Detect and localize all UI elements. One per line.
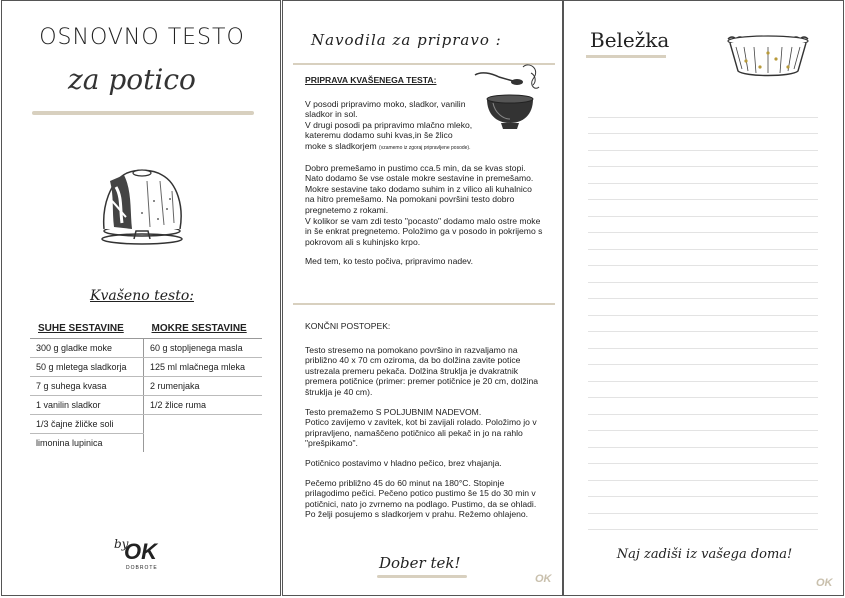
note-line[interactable] [588,151,818,168]
table-cell: 300 g gladke moke [30,339,144,358]
instruction-paragraph: Potico zavijemo v zavitek, kot bi zavijali rolado. Položimo jo v pripravljeno, namaščeno potičnico ali pekač in jo na rahlo "prešpikamo". [305,417,537,449]
instructions-heading: Navodila za pripravo : [311,31,502,49]
section-divider [293,303,555,305]
note-line[interactable] [588,101,818,118]
bundt-cake-icon [92,151,192,256]
table-cell [144,415,262,434]
section-heading: KONČNI POSTOPEK: [305,321,391,331]
closing-greeting: Dober tek! [379,554,461,572]
table-row [30,339,262,358]
note-line[interactable] [588,349,818,366]
table-cell: 125 ml mlačnega mleka [144,358,262,377]
tart-pan-icon [724,31,812,81]
instruction-line: V drugi posodi pa pripravimo mlačno mleko, [305,119,473,130]
table-row [30,396,262,415]
note-line[interactable] [588,184,818,201]
table-cell: 2 rumenjaka [144,377,262,396]
table-cell: 1/3 čajne žličke soli [30,415,144,434]
note-line[interactable] [588,497,818,514]
table-row [30,434,262,453]
recipe-card-panel [1,0,281,596]
note-line[interactable] [588,283,818,300]
note-line[interactable] [588,448,818,465]
note-line[interactable] [588,299,818,316]
instruction-line: kateremu dodamo suhi kvas,in še žlico [305,130,453,141]
table-header-row [30,319,262,339]
instruction-line: moke s sladkorjem [305,140,377,151]
note-line[interactable] [588,200,818,217]
table-cell: 7 g suhega kvasa [30,377,144,396]
note-line[interactable] [588,167,818,184]
closing-message: Naj zadiši iz vašega doma! [616,547,793,562]
instruction-paragraph: Potičnico postavimo v hladno pečico, brez vhajanja. [305,457,502,468]
page-title: OSNOVNO TESTO [39,25,245,50]
note-line[interactable] [588,134,818,151]
brand-logo [114,537,164,577]
note-line[interactable] [588,431,818,448]
table-cell: 60 g stopljenega masla [144,339,262,358]
instruction-paragraph: Med tem, ko testo počiva, pripravimo nadev. [305,256,473,267]
note-line[interactable] [588,365,818,382]
instruction-line: V posodi pripravimo moko, sladkor, vanilin [305,98,466,109]
note-lines[interactable] [588,101,818,530]
note-line[interactable] [588,332,818,349]
logo-subtext: DOBROTE [126,565,158,571]
dough-preparation-section [305,75,543,276]
table-cell: 1/2 žlice ruma [144,396,262,415]
logo-text: OK [124,539,157,564]
note-line[interactable] [588,382,818,399]
table-row [30,358,262,377]
table-row [30,377,262,396]
table-cell: limonina lupinica [30,434,144,453]
note-line[interactable] [588,233,818,250]
notes-title: Beležka [590,28,670,52]
instruction-paragraph: Mokre sestavine tako dodamo suhim in z vilico ali kuhalnico na hitro premešamo. Na pomokani površini testo dobro pregnetemo z rokami. [305,183,532,215]
column-header: MOKRE SESTAVINE [144,319,262,339]
table-cell [144,434,262,453]
instruction-line: sladkor in sol. [305,109,358,120]
note-line[interactable] [588,118,818,135]
instruction-paragraph: Pečemo približno 45 do 60 minut na 180°C. Stopinje prilagodimo pečici. Pečeno potico pustimo še 15 do 30 min v potičnici, nato jo zvrnemo na podlago. Pustimo, da se ohladi. Po želji posujemo s sladkorjem v prahu. Režemo ohlajeno. [305,477,537,520]
instruction-note: (vzamemo iz zgoraj pripravljene posode). [379,144,471,151]
brand-logo-small: OK [816,577,833,589]
note-line[interactable] [588,514,818,531]
final-procedure-section [305,321,543,529]
greeting-underline [377,575,467,578]
note-line[interactable] [588,217,818,234]
section-title: Kvašeno testo: [90,288,194,304]
instruction-paragraph: Testo premažemo S POLJUBNIM NADEVOM. [305,406,482,417]
instruction-paragraph: V kolikor se vam zdi testo "pocasto" dodamo malo ostre moke in še enkrat pregnetemo. Položimo ga v posodo in pokrijemo s pokrovom ali s kuhinjsko krpo. [305,215,543,247]
brand-logo-small: OK [535,573,552,585]
instruction-paragraph: Testo stresemo na pomokano površino in razvaljamo na približno 40 x 70 cm oziroma, da bo dolžina zavite potice ustrezala premeru pekača. Dolžina štruklja je dvakratnik premera potičnice (primer: premer potičnice je 20 cm, dolžina štruklja je 40 cm). [305,344,539,397]
note-line[interactable] [588,415,818,432]
table-cell: 1 vanilin sladkor [30,396,144,415]
ingredients-table [30,319,262,452]
section-heading: PRIPRAVA KVAŠENEGA TESTA: [305,75,437,85]
notes-panel [563,0,844,596]
note-line[interactable] [588,481,818,498]
note-line[interactable] [588,398,818,415]
instruction-paragraph: Dobro premešamo in pustimo cca.5 min, da se kvas stopi. Nato dodamo še vse ostale mokre sestavine in premešamo. [305,162,534,184]
notes-title-underline [586,55,666,58]
page-subtitle: za potico [68,63,196,96]
title-divider [32,111,254,115]
note-line[interactable] [588,250,818,267]
table-cell: 50 g mletega sladkorja [30,358,144,377]
note-line[interactable] [588,464,818,481]
column-header: SUHE SESTAVINE [30,319,144,339]
instructions-panel [282,0,563,596]
note-line[interactable] [588,316,818,333]
table-row [30,415,262,434]
logo-by: by [114,537,129,551]
note-line[interactable] [588,266,818,283]
